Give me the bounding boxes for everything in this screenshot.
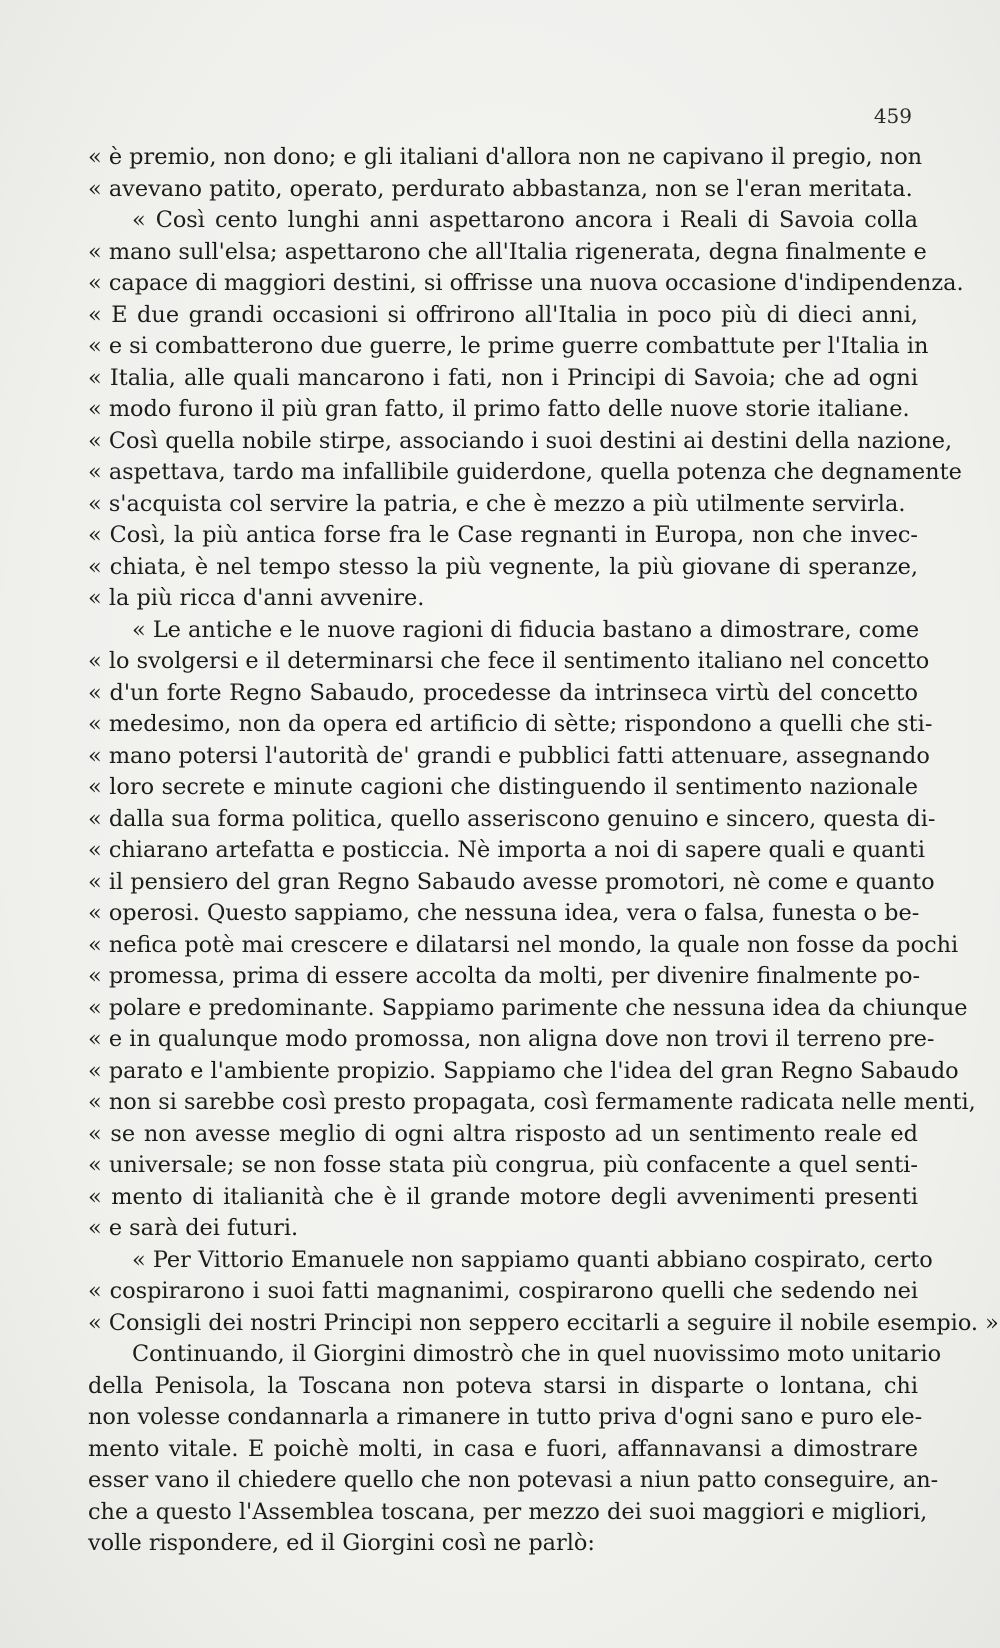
- text-line: « il pensiero del gran Regno Sabaudo avesse promotori, nè come e quanto: [88, 868, 935, 895]
- text-line: « nefica potè mai crescere e dilatarsi nel mondo, la quale non fosse da pochi: [88, 931, 959, 958]
- text-line: esser vano il chiedere quello che non potevasi a niun patto conseguire, an-: [88, 1467, 939, 1493]
- text-line: « non si sarebbe così presto propagata, così fermamente radicata nelle menti,: [88, 1089, 976, 1115]
- text-line: « polare e predominante. Sappiamo parimente che nessuna idea da chiunque: [88, 994, 968, 1021]
- page-number: 459: [873, 104, 912, 128]
- text-line: « promessa, prima di essere accolta da molti, per divenire finalmente po-: [88, 963, 921, 989]
- text-line: « e sarà dei futuri.: [88, 1215, 299, 1241]
- text-line: « avevano patito, operato, perdurato abbastanza, non se l'eran meritata.: [88, 175, 913, 202]
- text-line: « Le antiche e le nuove ragioni di fiducia bastano a dimostrare, come: [132, 616, 920, 643]
- text-line: « d'un forte Regno Sabaudo, procedesse da intrinseca virtù del concetto: [88, 679, 918, 706]
- text-line: « e in qualunque modo promossa, non aligna dove non trovi il terreno pre-: [88, 1026, 935, 1052]
- text-line: « cospirarono i suoi fatti magnanimi, cospirarono quelli che sedendo nei: [88, 1278, 918, 1304]
- text-line: « Così, la più antica forse fra le Case regnanti in Europa, non che invec-: [88, 522, 918, 548]
- text-line: « mento di italianità che è il grande motore degli avvenimenti presenti: [88, 1183, 918, 1210]
- text-line: « parato e l'ambiente propizio. Sappiamo che l'idea del gran Regno Sabaudo: [88, 1057, 959, 1084]
- text-line: « chiarano artefatta e posticcia. Nè importa a noi di sapere quali e quanti: [88, 837, 926, 863]
- text-line: della Penisola, la Toscana non poteva starsi in disparte o lontana, chi: [88, 1372, 918, 1399]
- text-line: che a questo l'Assemblea toscana, per mezzo dei suoi maggiori e migliori,: [88, 1498, 928, 1525]
- text-line: « chiata, è nel tempo stesso la più vegnente, la più giovane di speranze,: [88, 553, 918, 580]
- text-line: « s'acquista col servire la patria, e che è mezzo a più utilmente servirla.: [88, 490, 906, 517]
- text-line: « loro secrete e minute cagioni che distinguendo il sentimento nazionale: [88, 774, 918, 800]
- body-text: [88, 142, 999, 1560]
- text-line: « Consigli dei nostri Principi non seppero eccitarli a seguire il nobile esempio. »: [88, 1309, 999, 1336]
- text-line: « è premio, non dono; e gli italiani d'allora non ne capivano il pregio, non: [88, 144, 923, 170]
- text-line: « se non avesse meglio di ogni altra risposto ad un sentimento reale ed: [88, 1120, 918, 1147]
- text-line: « mano sull'elsa; aspettarono che all'Italia rigenerata, degna finalmente e: [88, 238, 927, 265]
- text-line: volle rispondere, ed il Giorgini così ne parlò:: [88, 1530, 595, 1556]
- text-line: « operosi. Questo sappiamo, che nessuna idea, vera o falsa, funesta o be-: [88, 900, 920, 926]
- text-line: « aspettava, tardo ma infallibile guiderdone, quella potenza che degnamente: [88, 459, 962, 485]
- text-line: « Così quella nobile stirpe, associando i suoi destini ai destini della nazione,: [88, 427, 953, 454]
- text-line: « medesimo, non da opera ed artificio di sètte; rispondono a quelli che sti-: [88, 711, 933, 737]
- text-line: « dalla sua forma politica, quello asseriscono genuino e sincero, questa di-: [88, 805, 936, 832]
- text-line: « E due grandi occasioni si offrirono all'Italia in poco più di dieci anni,: [88, 301, 918, 328]
- text-line: « Così cento lunghi anni aspettarono ancora i Reali di Savoia colla: [132, 207, 918, 233]
- text-line: « modo furono il più gran fatto, il primo fatto delle nuove storie italiane.: [88, 396, 910, 422]
- text-line: « Italia, alle quali mancarono i fati, non i Principi di Savoia; che ad ogni: [88, 364, 918, 391]
- text-line: « Per Vittorio Emanuele non sappiamo quanti abbiano cospirato, certo: [132, 1246, 933, 1273]
- text-line: mento vitale. E poichè molti, in casa e fuori, affannavansi a dimostrare: [88, 1435, 918, 1462]
- text-line: « e si combatterono due guerre, le prime guerre combattute per l'Italia in: [88, 333, 929, 359]
- text-line: « mano potersi l'autorità de' grandi e pubblici fatti attenuare, assegnando: [88, 742, 930, 769]
- text-line: non volesse condannarla a rimanere in tutto priva d'ogni sano e puro ele-: [88, 1404, 923, 1430]
- text-line: « lo svolgersi e il determinarsi che fece il sentimento italiano nel concetto: [88, 648, 930, 674]
- text-line: « capace di maggiori destini, si offrisse una nuova occasione d'indipendenza.: [88, 270, 964, 296]
- text-line: Continuando, il Giorgini dimostrò che in quel nuovissimo moto unitario: [132, 1341, 942, 1367]
- text-line: « la più ricca d'anni avvenire.: [88, 585, 425, 611]
- text-line: « universale; se non fosse stata più congrua, più confacente a quel senti-: [88, 1152, 918, 1178]
